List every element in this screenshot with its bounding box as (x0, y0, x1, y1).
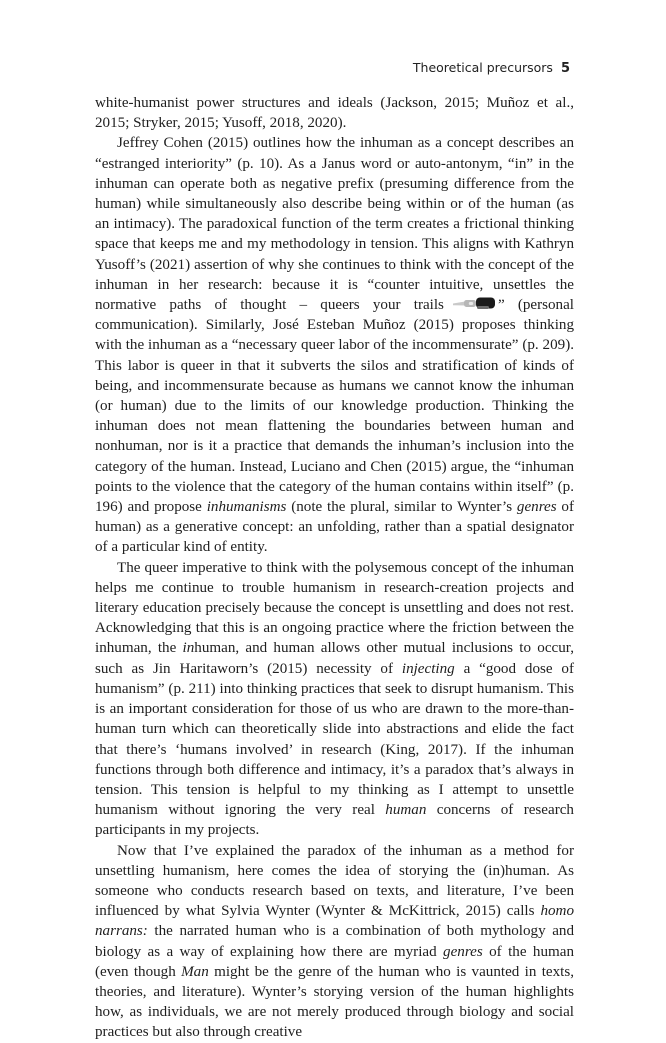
body-text (95, 93, 574, 1043)
paragraph-2: Jeffrey Cohen (2015) outlines how the inhuman as a concept describes an “estranged interiority” (p. 10). As a Janus word or auto-antonym, “in” in the inhuman can operate both as negative prefix (presuming difference from the human) while simultaneously also describe being within or of the human (as an intimacy). The paradoxical function of the term creates a frictional thinking space that keeps me and my methodology in tension. This aligns with Kathryn Yusoff’s (2021) assertion of why she continues to think with the concept of the inhuman in her research: because it is “counter intuitive, unsettles the normative paths of thought – queers your trails ” (personal communication). Similarly, José Esteban Muñoz (2015) proposes thinking with the inhuman as a “necessary queer labor of the incommensurate” (p. 209). This labor is queer in that it subverts the silos and stratification of kinds of being, and incommensurate because as humans we cannot know the inhuman (or human) due to the limits of our knowledge production. Thinking the inhuman does not mean flattening the boundaries between human and nonhuman, nor is it a practice that demands the inhuman’s inclusion into the category of the human. Instead, Luciano and Chen (2015) argue, the “inhuman points to the violence that the category of the human contains within itself” (p. 196) and propose inhumanisms (note the plural, similar to Wynter’s genres of human) as a generative concept: an unfolding, rather than a spatial designator of a particular kind of entity. (95, 135, 574, 556)
paragraph-4: Now that I’ve explained the paradox of the inhuman as a method for unsettling humanism, here comes the idea of storying the (in)human. As someone who conducts research based on texts, and literature, I’ve been influenced by what Sylvia Wynter (Wynter & McKittrick, 2015) calls homo narrans: the narrated human who is a combination of both mythology and biology as a way of explaining how there are myriad genres of the human (even though Man might be the genre of the human who is vaunted in texts, theories, and literature). Wynter’s storying version of the human highlights how, as individuals, we are not merely produced through biology and social practices but also through creative (95, 842, 574, 1041)
page-number: 5 (560, 61, 570, 76)
paragraph-1: white-humanist power structures and ideals (Jackson, 2015; Muñoz et al., 2015; Stryker, 2015; Yusoff, 2018, 2020). (95, 95, 574, 132)
running-header (413, 60, 570, 76)
pointing-hand-emoji-icon (452, 297, 496, 310)
running-header-title: Theoretical precursors (412, 60, 553, 75)
paragraph-3: The queer imperative to think with the polysemous concept of the inhuman helps me continue to trouble humanism in research-creation projects and literary education precisely because the concept is unsettling and does not rest. Acknowledging that this is an ongoing practice where the friction between the inhuman, the inhuman, and human allows other mutual inclusions to occur, such as Jin Haritaworn’s (2015) necessity of injecting a “good dose of humanism” (p. 211) into thinking practices that seek to disrupt humanism. This is an important consideration for those of us who are drawn to the more-than-human turn which can theoretically slide into abstractions and elide the fact that there’s ‘humans involved’ in research (King, 2017). If the inhuman functions through both difference and intimacy, it’s a paradox that’s always in tension. This tension is helpful to my thinking as I attempt to unsettle humanism without ignoring the very real human concerns of research participants in my projects. (95, 559, 574, 839)
